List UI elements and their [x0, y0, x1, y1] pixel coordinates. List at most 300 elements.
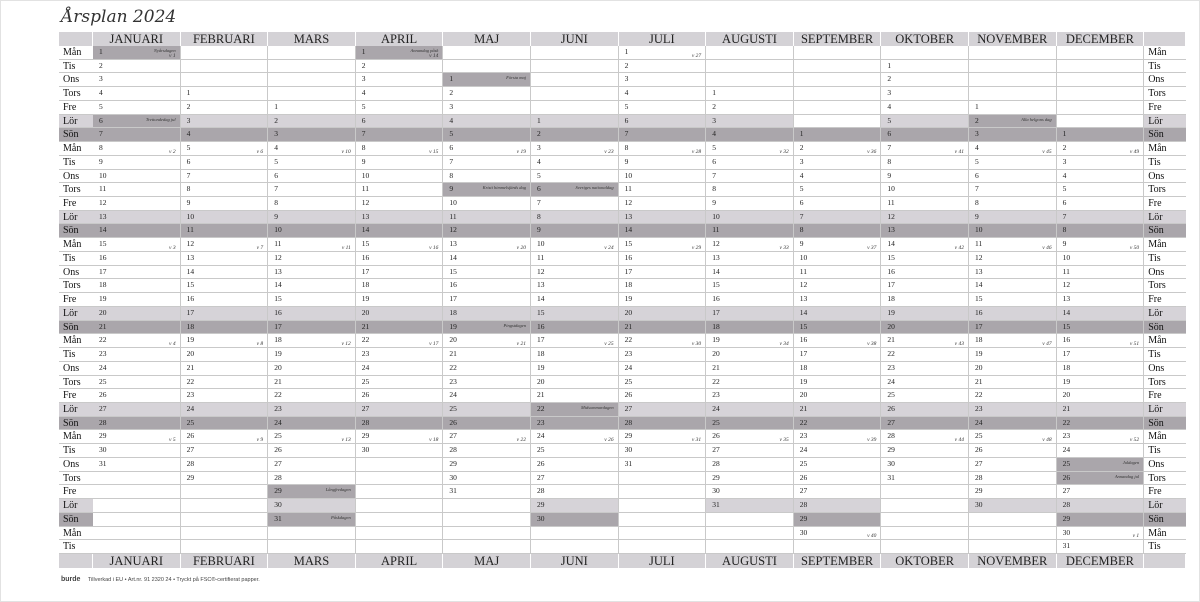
- day-cell: [706, 224, 794, 238]
- day-number: 9: [449, 184, 454, 194]
- empty-cell: [531, 46, 619, 60]
- weekday-label-mån: Mån: [59, 430, 93, 444]
- day-cell: [1057, 197, 1145, 211]
- month-header-november: NOVEMBER: [969, 32, 1057, 46]
- day-number: 8: [624, 143, 629, 153]
- day-cell: [443, 458, 531, 472]
- week-number: v 47: [1042, 341, 1052, 348]
- day-number: 2: [449, 88, 454, 98]
- empty-cell: [93, 527, 181, 541]
- holiday-label: Annandag påsk: [410, 48, 439, 53]
- day-number: 29: [624, 431, 633, 441]
- day-cell: [181, 224, 269, 238]
- day-number: 9: [887, 170, 892, 180]
- day-cell: [93, 252, 181, 266]
- day-number: 18: [274, 335, 282, 345]
- empty-cell: [356, 527, 444, 541]
- day-cell: [93, 128, 181, 142]
- day-cell: [969, 197, 1057, 211]
- day-number: 24: [361, 362, 370, 372]
- day-cell: [706, 334, 794, 348]
- day-cell: [619, 348, 707, 362]
- month-header-maj: MAJ: [443, 554, 531, 568]
- day-cell: [181, 183, 269, 197]
- day-cell: [356, 197, 444, 211]
- day-cell: [969, 279, 1057, 293]
- day-cell: [794, 321, 882, 335]
- week-number: v 5: [169, 437, 176, 444]
- week-number: v 26: [604, 437, 614, 444]
- week-number: v 21: [516, 341, 526, 348]
- day-number: 1: [99, 47, 103, 56]
- weekday-label-mån: Mån: [1144, 334, 1186, 348]
- day-number: 14: [449, 252, 457, 262]
- day-number: 16: [975, 307, 983, 317]
- day-number: 25: [361, 376, 370, 386]
- day-number: 8: [887, 156, 892, 166]
- day-cell: [969, 266, 1057, 280]
- day-number: 28: [537, 486, 545, 496]
- empty-cell: [268, 527, 356, 541]
- weekday-label-tors: Tors: [59, 472, 93, 486]
- day-number: 1: [887, 60, 892, 70]
- day-number: 3: [799, 156, 804, 166]
- day-cell: [706, 472, 794, 486]
- day-number: 22: [975, 390, 983, 400]
- day-cell: [531, 197, 619, 211]
- day-cell: [1057, 540, 1145, 554]
- day-cell: [268, 513, 356, 527]
- month-header-december: DECEMBER: [1057, 554, 1145, 568]
- day-cell: [93, 197, 181, 211]
- week-number: v 40: [867, 533, 877, 540]
- week-number: v 7: [256, 244, 264, 251]
- day-number: 24: [274, 417, 282, 427]
- day-cell: [794, 183, 882, 197]
- weekday-label-tors: Tors: [59, 376, 93, 390]
- day-cell: [356, 417, 444, 431]
- footer: [61, 576, 260, 583]
- day-number: 30: [799, 527, 808, 537]
- day-cell: [531, 334, 619, 348]
- week-number: v 18: [429, 437, 439, 444]
- day-cell: [93, 87, 181, 101]
- day-number: 20: [186, 349, 195, 359]
- page-title: Årsplan 2024: [61, 7, 177, 27]
- month-header-september: SEPTEMBER: [794, 554, 882, 568]
- weekday-label-tis: Tis: [1144, 252, 1186, 266]
- day-cell: [619, 458, 707, 472]
- day-number: 25: [186, 417, 195, 427]
- day-number: 17: [449, 294, 457, 304]
- day-number: 28: [361, 417, 370, 427]
- day-cell: [443, 334, 531, 348]
- weekday-label-fre: Fre: [59, 197, 93, 211]
- day-number: 1: [624, 47, 629, 56]
- day-number: 16: [99, 252, 107, 262]
- weekday-label-fre: Fre: [1144, 485, 1186, 499]
- day-cell: [93, 266, 181, 280]
- weekday-label-ons: Ons: [59, 458, 93, 472]
- day-cell: [181, 252, 269, 266]
- day-cell: [881, 60, 969, 74]
- day-number: 21: [361, 321, 370, 331]
- week-number: v 28: [691, 148, 702, 155]
- day-cell: [619, 224, 707, 238]
- day-cell: [268, 101, 356, 115]
- day-cell: [181, 293, 269, 307]
- day-number: 4: [537, 156, 541, 166]
- day-cell: [969, 101, 1057, 115]
- day-number: 17: [274, 321, 282, 331]
- day-cell: [794, 293, 882, 307]
- day-cell: [619, 87, 707, 101]
- empty-cell: [1057, 115, 1145, 129]
- day-number: 28: [624, 417, 633, 427]
- day-cell: [93, 224, 181, 238]
- day-cell: [881, 417, 969, 431]
- day-number: 5: [887, 115, 892, 125]
- day-cell: [1057, 252, 1145, 266]
- day-number: 12: [186, 239, 195, 249]
- day-cell: [181, 307, 269, 321]
- week-number: v 37: [867, 244, 877, 251]
- month-header-juni: JUNI: [531, 32, 619, 46]
- day-cell: [268, 376, 356, 390]
- day-cell: [531, 307, 619, 321]
- day-number: 23: [537, 417, 545, 427]
- empty-cell: [268, 46, 356, 60]
- week-number: v 3: [169, 244, 176, 251]
- day-cell: [1057, 211, 1145, 225]
- day-cell: [1057, 307, 1145, 321]
- week-number: v 12: [341, 341, 351, 348]
- day-number: 16: [361, 252, 370, 262]
- day-cell: [181, 211, 269, 225]
- day-cell: [619, 444, 707, 458]
- weekday-label-ons: Ons: [59, 73, 93, 87]
- weekday-label-ons: Ons: [59, 362, 93, 376]
- day-number: 27: [361, 403, 370, 413]
- day-number: 14: [624, 225, 633, 235]
- day-number: 22: [624, 335, 633, 345]
- empty-cell: [706, 527, 794, 541]
- day-cell: [531, 224, 619, 238]
- day-number: 7: [449, 156, 454, 166]
- day-cell: [881, 224, 969, 238]
- day-cell: [794, 170, 882, 184]
- day-number: 11: [887, 198, 895, 208]
- empty-cell: [706, 73, 794, 87]
- day-number: 14: [1062, 307, 1071, 317]
- day-number: 2: [799, 143, 804, 153]
- day-cell: [531, 403, 619, 417]
- day-cell: [619, 142, 707, 156]
- day-number: 9: [274, 211, 278, 221]
- header-corner: [59, 554, 93, 568]
- day-cell: [794, 128, 882, 142]
- day-cell: [531, 430, 619, 444]
- day-cell: [268, 348, 356, 362]
- day-number: 19: [449, 321, 457, 331]
- week-number: v 1: [169, 52, 176, 59]
- day-cell: [969, 156, 1057, 170]
- day-number: 6: [361, 115, 366, 125]
- week-number: v 46: [1042, 244, 1052, 251]
- day-cell: [881, 73, 969, 87]
- day-cell: [881, 115, 969, 129]
- day-cell: [881, 334, 969, 348]
- day-cell: [1057, 293, 1145, 307]
- day-cell: [268, 142, 356, 156]
- day-cell: [268, 362, 356, 376]
- day-number: 1: [537, 115, 541, 125]
- day-cell: [794, 430, 882, 444]
- day-cell: [881, 252, 969, 266]
- day-number: 29: [887, 445, 895, 455]
- weekday-label-tors: Tors: [1144, 183, 1186, 197]
- day-number: 5: [274, 156, 278, 166]
- day-cell: [356, 101, 444, 115]
- day-cell: [356, 87, 444, 101]
- day-cell: [1057, 485, 1145, 499]
- day-cell: [1057, 499, 1145, 513]
- holiday-label: Påskdagen: [331, 514, 351, 520]
- day-number: 6: [799, 198, 804, 208]
- day-cell: [443, 376, 531, 390]
- day-number: 7: [799, 211, 804, 221]
- day-cell: [93, 183, 181, 197]
- day-cell: [1057, 224, 1145, 238]
- day-number: 19: [975, 349, 983, 359]
- week-number: v 41: [954, 148, 964, 155]
- day-cell: [268, 266, 356, 280]
- day-number: 4: [99, 88, 103, 98]
- day-cell: [706, 197, 794, 211]
- weekday-label-sön: Sön: [59, 128, 93, 142]
- day-number: 25: [274, 431, 282, 441]
- holiday-label: Annandag jul: [1114, 473, 1140, 479]
- day-number: 1: [449, 74, 454, 84]
- day-cell: [619, 307, 707, 321]
- weekday-label-mån: Mån: [1144, 46, 1186, 60]
- day-cell: [706, 430, 794, 444]
- day-number: 13: [537, 280, 545, 290]
- day-number: 22: [712, 376, 720, 386]
- day-number: 20: [712, 349, 720, 359]
- day-number: 27: [186, 445, 195, 455]
- day-number: 5: [361, 101, 366, 111]
- day-cell: [356, 334, 444, 348]
- day-cell: [969, 142, 1057, 156]
- weekday-label-mån: Mån: [1144, 142, 1186, 156]
- day-number: 29: [361, 431, 370, 441]
- holiday-label: Juldagen: [1122, 459, 1140, 465]
- day-number: 21: [99, 321, 107, 331]
- day-number: 26: [887, 403, 895, 413]
- day-number: 17: [99, 266, 107, 276]
- empty-cell: [93, 485, 181, 499]
- empty-cell: [443, 540, 531, 554]
- week-number: v 19: [516, 148, 526, 155]
- weekday-label-mån: Mån: [59, 238, 93, 252]
- day-number: 8: [712, 184, 716, 194]
- weekday-label-ons: Ons: [59, 266, 93, 280]
- day-number: 17: [537, 335, 545, 345]
- day-number: 20: [537, 376, 545, 386]
- day-number: 1: [186, 88, 191, 98]
- empty-cell: [794, 73, 882, 87]
- day-cell: [619, 238, 707, 252]
- weekday-label-lör: Lör: [1144, 499, 1186, 513]
- day-cell: [443, 307, 531, 321]
- day-number: 31: [887, 472, 895, 482]
- week-number: v 24: [604, 244, 614, 251]
- day-number: 31: [624, 458, 633, 468]
- weekday-label-sön: Sön: [1144, 513, 1186, 527]
- day-cell: [619, 279, 707, 293]
- day-cell: [181, 334, 269, 348]
- day-cell: [969, 183, 1057, 197]
- day-number: 7: [624, 129, 629, 139]
- day-number: 19: [186, 335, 195, 345]
- day-cell: [706, 321, 794, 335]
- day-number: 21: [975, 376, 983, 386]
- day-cell: [794, 499, 882, 513]
- day-cell: [181, 115, 269, 129]
- day-cell: [93, 403, 181, 417]
- empty-cell: [93, 499, 181, 513]
- month-header-augusti: AUGUSTI: [706, 554, 794, 568]
- month-header-augusti: AUGUSTI: [706, 32, 794, 46]
- day-cell: [93, 211, 181, 225]
- day-number: 7: [274, 184, 278, 194]
- day-number: 26: [361, 390, 370, 400]
- day-cell: [443, 73, 531, 87]
- day-cell: [881, 211, 969, 225]
- day-cell: [356, 430, 444, 444]
- day-cell: [93, 101, 181, 115]
- day-number: 31: [99, 458, 107, 468]
- empty-cell: [531, 73, 619, 87]
- weekday-label-fre: Fre: [59, 485, 93, 499]
- day-cell: [794, 197, 882, 211]
- day-number: 29: [1062, 513, 1071, 523]
- weekday-label-tis: Tis: [59, 348, 93, 362]
- day-number: 23: [361, 349, 370, 359]
- day-number: 27: [99, 403, 107, 413]
- empty-cell: [706, 60, 794, 74]
- day-cell: [969, 472, 1057, 486]
- day-cell: [969, 293, 1057, 307]
- day-cell: [181, 417, 269, 431]
- week-number: v 4: [169, 341, 176, 348]
- day-cell: [619, 170, 707, 184]
- weekday-label-fre: Fre: [1144, 389, 1186, 403]
- day-cell: [443, 293, 531, 307]
- month-header-juli: JULI: [619, 554, 707, 568]
- day-number: 11: [537, 252, 545, 262]
- empty-cell: [93, 540, 181, 554]
- day-cell: [969, 115, 1057, 129]
- empty-cell: [531, 60, 619, 74]
- day-number: 20: [361, 307, 370, 317]
- day-number: 2: [712, 101, 716, 111]
- weekday-label-sön: Sön: [59, 513, 93, 527]
- day-cell: [881, 376, 969, 390]
- day-number: 25: [799, 458, 808, 468]
- day-number: 21: [537, 390, 545, 400]
- empty-cell: [794, 46, 882, 60]
- day-number: 7: [887, 143, 892, 153]
- weekday-label-sön: Sön: [1144, 321, 1186, 335]
- day-number: 15: [274, 294, 282, 304]
- day-cell: [881, 170, 969, 184]
- day-cell: [93, 115, 181, 129]
- day-number: 17: [1062, 349, 1071, 359]
- day-cell: [443, 211, 531, 225]
- day-number: 24: [537, 431, 545, 441]
- day-number: 10: [799, 252, 808, 262]
- week-number: v 49: [1129, 148, 1140, 155]
- day-cell: [881, 266, 969, 280]
- empty-cell: [794, 101, 882, 115]
- empty-cell: [443, 527, 531, 541]
- day-number: 19: [361, 294, 370, 304]
- day-cell: [619, 60, 707, 74]
- day-cell: [531, 472, 619, 486]
- day-number: 23: [449, 376, 457, 386]
- weekday-label-ons: Ons: [1144, 458, 1186, 472]
- weekday-label-lör: Lör: [59, 499, 93, 513]
- week-number: v 17: [429, 341, 439, 348]
- day-number: 7: [99, 129, 103, 139]
- day-cell: [181, 376, 269, 390]
- day-cell: [181, 266, 269, 280]
- day-cell: [268, 458, 356, 472]
- empty-cell: [268, 73, 356, 87]
- day-number: 16: [624, 252, 633, 262]
- day-number: 21: [624, 321, 633, 331]
- day-number: 4: [274, 143, 278, 153]
- day-number: 12: [712, 239, 720, 249]
- day-number: 23: [186, 390, 195, 400]
- day-number: 26: [537, 458, 545, 468]
- day-number: 14: [274, 280, 282, 290]
- empty-cell: [443, 499, 531, 513]
- day-number: 6: [99, 115, 103, 125]
- week-number: v 22: [516, 437, 526, 444]
- day-number: 10: [361, 170, 370, 180]
- empty-cell: [881, 499, 969, 513]
- day-number: 21: [887, 335, 895, 345]
- empty-cell: [356, 540, 444, 554]
- holiday-label: Pingstdagen: [503, 322, 526, 328]
- day-cell: [443, 472, 531, 486]
- day-number: 17: [799, 349, 808, 359]
- day-number: 6: [712, 156, 716, 166]
- day-cell: [969, 458, 1057, 472]
- day-number: 25: [537, 445, 545, 455]
- empty-cell: [969, 527, 1057, 541]
- day-cell: [619, 128, 707, 142]
- day-cell: [443, 485, 531, 499]
- day-cell: [969, 170, 1057, 184]
- day-cell: [93, 389, 181, 403]
- day-number: 30: [449, 472, 457, 482]
- day-number: 4: [1062, 170, 1067, 180]
- day-cell: [1057, 458, 1145, 472]
